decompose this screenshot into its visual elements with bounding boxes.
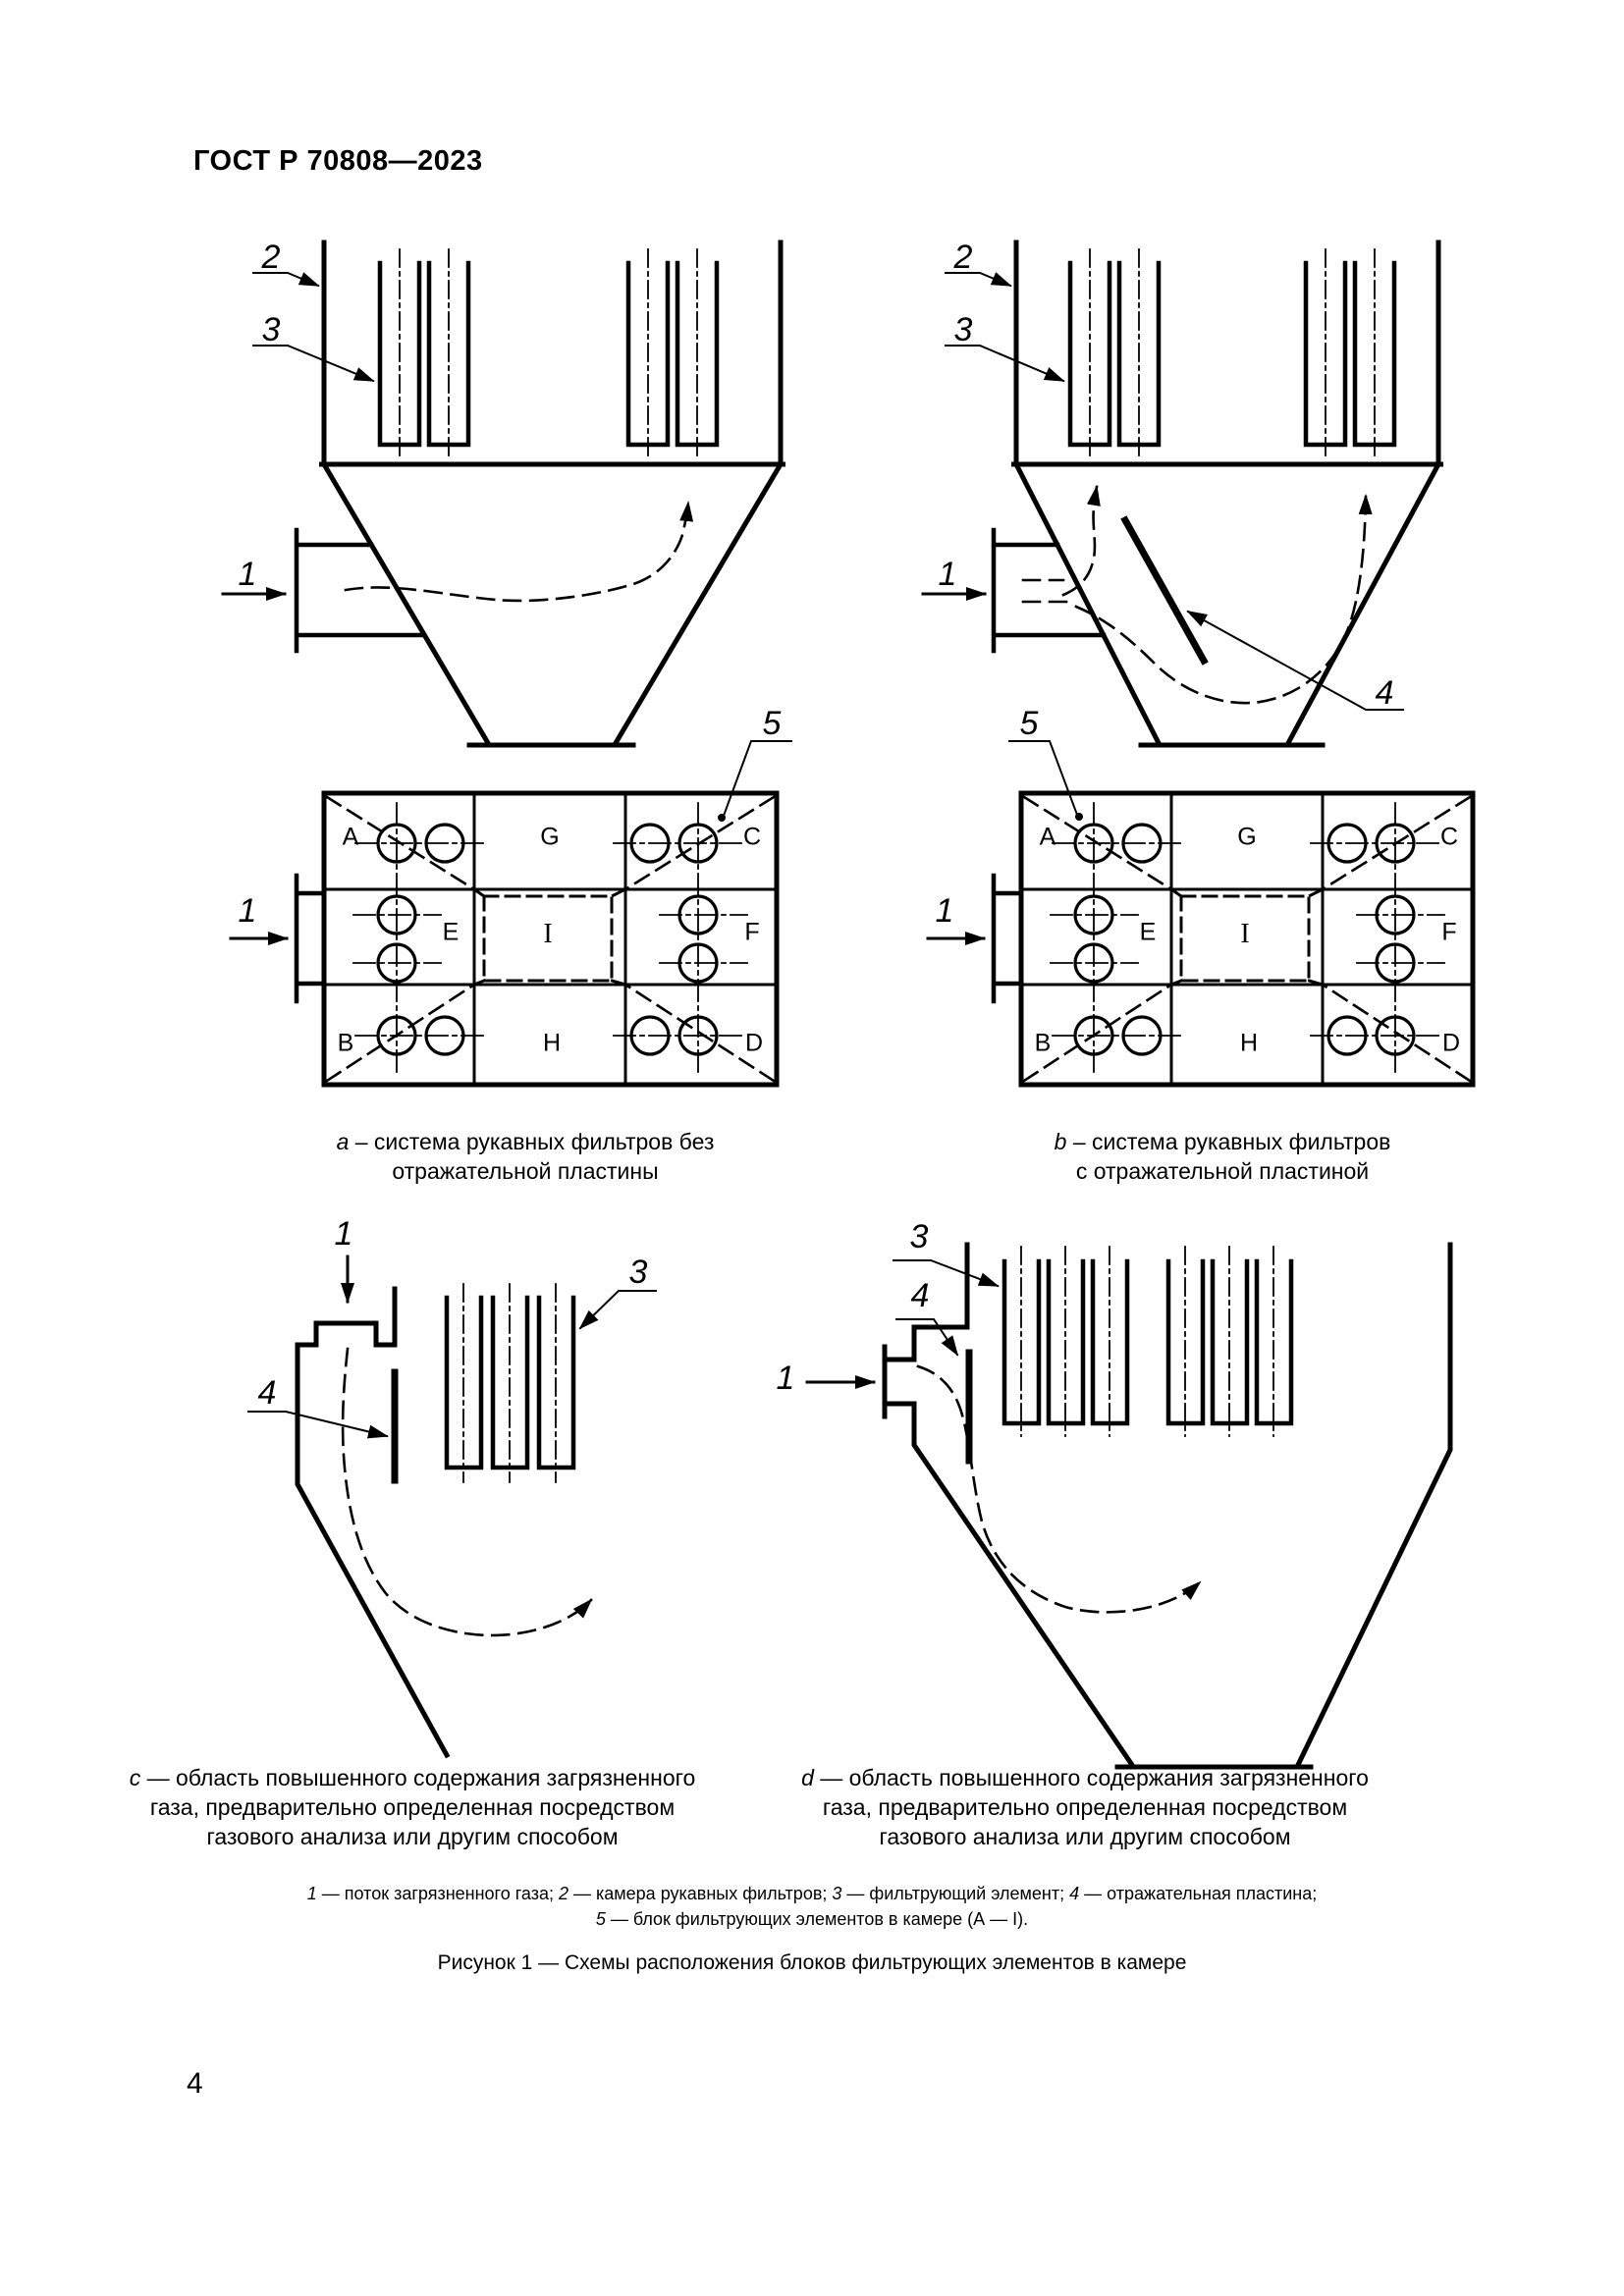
cell-b: B (1034, 1029, 1052, 1057)
bag-centerlines (1090, 249, 1375, 459)
leader-4 (248, 1412, 387, 1436)
callout-flow: 1 (238, 892, 257, 930)
leader-3 (893, 1260, 998, 1286)
bag-centerlines (400, 249, 697, 459)
callout-flow: 1 (938, 556, 957, 593)
caption-letter: b (1054, 1129, 1067, 1154)
cell-e: E (1139, 918, 1157, 946)
callout-chamber: 2 (953, 239, 973, 276)
caption-b: b – система рукавных фильтров с отражательной пластиной (1054, 1129, 1391, 1184)
elevation-b (923, 239, 1441, 745)
leader-3 (253, 346, 373, 381)
callout-chamber: 2 (261, 239, 281, 276)
bag-centerlines (463, 1284, 556, 1482)
bag-filters (1070, 263, 1394, 445)
cell-f: F (744, 918, 760, 946)
callout-flow: 1 (238, 556, 257, 593)
callout-block: 5 (762, 705, 782, 742)
cell-f: F (1441, 918, 1457, 946)
cell-i: I (543, 919, 553, 949)
cell-c: C (1439, 823, 1459, 851)
leader-5 (724, 741, 791, 816)
cell-h: H (542, 1029, 562, 1057)
leader-3 (580, 1291, 656, 1328)
cell-a: A (342, 823, 359, 851)
caption-d: d — область повышенного содержания загрязненного газа, предварительно определенная посредством газового анализа или другим способом (801, 1765, 1369, 1849)
figure-legend (307, 1881, 1317, 1932)
callout-flow: 1 (935, 892, 954, 930)
legend-line-1: 1 — поток загрязненного газа; 2 — камера рукавных фильтров; 3 — фильтрующий элемент; 4 — отражательная пластина; (306, 1884, 1318, 1903)
elevation-a (223, 239, 784, 745)
cell-d: D (1441, 1029, 1461, 1057)
bag-filters (1004, 1261, 1291, 1423)
legend-line-2: 5 — блок фильтрующих элементов в камере (А — I). (595, 1909, 1029, 1929)
callout-filter: 3 (953, 311, 973, 348)
caption-a: a – система рукавных фильтров без отражательной пластины (336, 1129, 715, 1184)
gas-flow-dashed (343, 1349, 591, 1635)
caption-letter: c (129, 1765, 141, 1790)
deflector-plate (1125, 520, 1204, 661)
cell-c: C (742, 823, 762, 851)
callout-flow: 1 (334, 1215, 353, 1253)
callout-plate: 4 (257, 1374, 277, 1412)
leader-4 (1188, 612, 1403, 710)
caption-letter: a (336, 1129, 350, 1154)
chamber-walls (1014, 242, 1441, 464)
plan-view-b (928, 741, 1473, 1085)
caption-c: c — область повышенного содержания загрязненного газа, предварительно определенная посредством газового анализа или другим способом (129, 1765, 696, 1849)
gas-flow-up (1063, 487, 1097, 595)
callout-filter: 3 (909, 1218, 929, 1255)
callout-filter: 3 (628, 1254, 648, 1291)
bag-filters (380, 263, 717, 445)
cell-g: G (540, 823, 560, 851)
leader-3 (946, 346, 1063, 381)
leader-5-dot (1075, 813, 1083, 821)
cell-h: H (1239, 1029, 1259, 1057)
inlet-duct (994, 876, 1021, 1001)
inlet-duct (994, 530, 1104, 651)
cell-i: I (1240, 919, 1250, 949)
callout-plate: 4 (1375, 674, 1394, 712)
page-number: 4 (187, 2067, 203, 2100)
callout-filter: 3 (261, 311, 281, 348)
elevation-c (248, 1256, 656, 1755)
cell-e: E (442, 918, 460, 946)
cell-g: G (1237, 823, 1257, 851)
hopper (324, 464, 781, 745)
callout-plate: 4 (910, 1277, 930, 1314)
inlet-duct (297, 530, 424, 651)
inlet-duct (297, 876, 324, 1001)
callout-flow: 1 (776, 1360, 795, 1397)
caption-letter: d (801, 1765, 814, 1790)
gas-flow-dashed (918, 1366, 1200, 1612)
figure-caption: Рисунок 1 — Схемы расположения блоков фильтрующих элементов в камере (437, 1951, 1187, 1974)
standard-number: ГОСТ Р 70808—2023 (193, 145, 483, 177)
plan-view-a (231, 741, 791, 1085)
cell-a: A (1039, 823, 1056, 851)
leader-5-dot (718, 814, 726, 822)
callout-block: 5 (1019, 705, 1039, 742)
cell-d: D (744, 1029, 764, 1057)
elevation-d (807, 1245, 1450, 1767)
leader-4 (896, 1319, 957, 1355)
bag-centerlines (1021, 1247, 1273, 1436)
chamber-wall-hopper (298, 1345, 447, 1755)
chamber-walls (322, 242, 784, 464)
cell-b: B (337, 1029, 354, 1057)
gas-flow-stubs (1023, 580, 1076, 602)
